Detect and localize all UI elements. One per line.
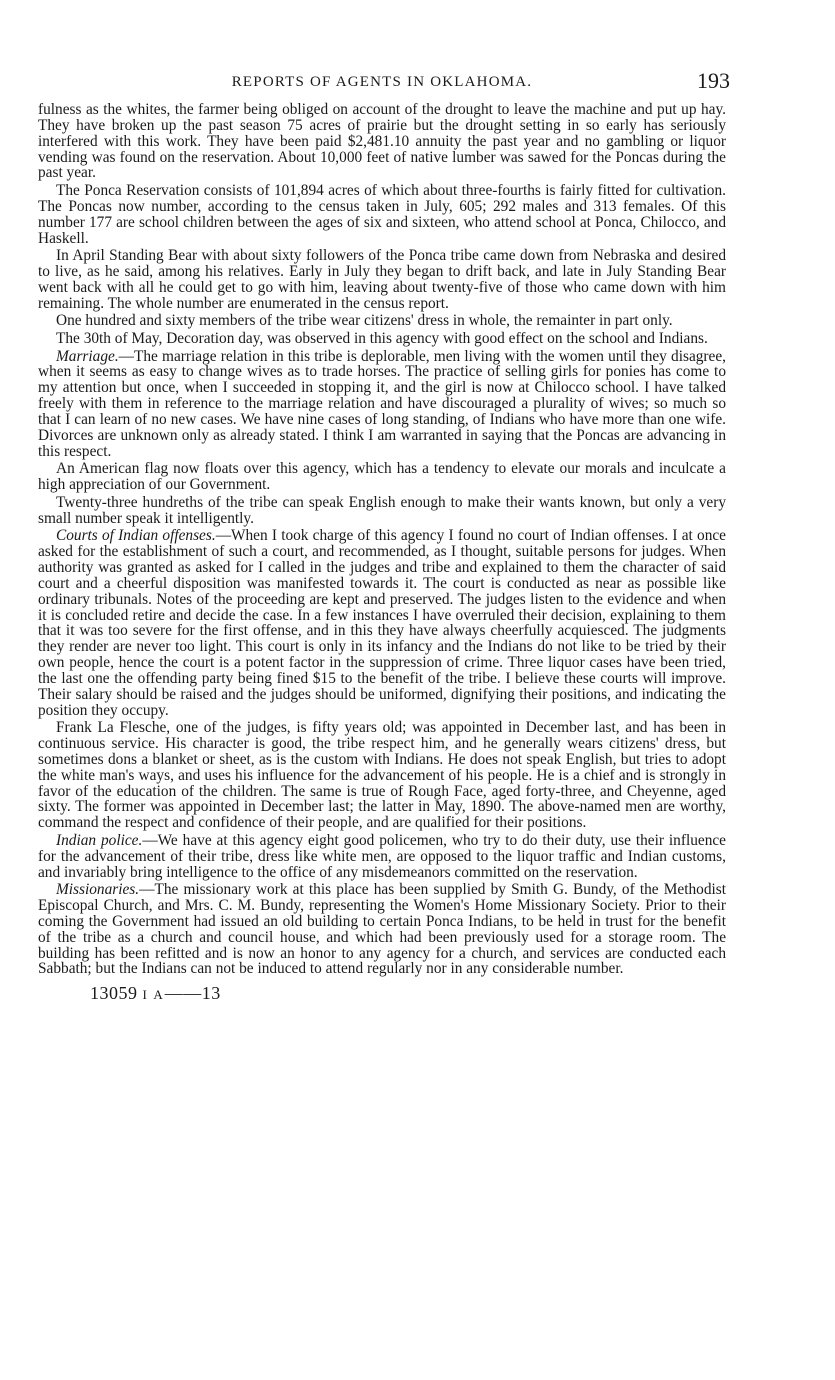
paragraph-citizens-dress: One hundred and sixty members of the tribe wear citizens' dress in whole, the remainter in part only. <box>56 312 673 330</box>
signature-mark <box>90 983 726 1004</box>
paragraph-standing-bear: In April Standing Bear with about sixty followers of the Ponca tribe came down from Nebraska and desired to live, as he said, among his relatives. Early in July they began to drift back, and late in July Standing Bear went back with all he could get to go with him, leaving about twenty-five of those who came down with him remaining. The whole number are enumerated in the census report. <box>38 247 726 312</box>
paragraph-judges: Frank La Flesche, one of the judges, is fifty years old; was appointed in December last, and has been in continuous service. His character is good, the tribe respect him, and he generally wears citizens' dress, but sometimes dons a blanket or sheet, as is the custom with Indians. He does not speak English, but tries to adopt the white man's ways, and uses his influence for the advancement of his people. He is a chief and is strongly in favor of the education of the children. The same is true of Rough Face, aged forty-three, and Cheyenne, aged sixty. The former was appointed in December last; the latter in May, 1890. The above-named men are worthy, command the respect and confidence of their people, and are qualified for their positions. <box>38 719 726 832</box>
paragraph-english: Twenty-three hundreths of the tribe can speak English enough to make their wants known, but only a very small number speak it intelligently. <box>38 493 726 527</box>
paragraph-decoration-day: The 30th of May, Decoration day, was observed in this agency with good effect on the school and Indians. <box>56 330 708 347</box>
page-number: 193 <box>697 68 730 93</box>
paragraph-police: Indian police.—We have at this agency eight good policemen, who try to do their duty, use their influence for the advancement of their tribe, dress like white men, are opposed to the liquor traffic and Indian customs, and invariably bring intelligence to the office of any misdemeanors committed on the reservation. <box>38 831 726 881</box>
section-heading-courts: Courts of Indian offenses. <box>56 527 216 545</box>
paragraph-courts: Courts of Indian offenses.—When I took charge of this agency I found no court of Indian offenses. I at once asked for the establishment of such a court, and recommended, as I thought, suitable persons for judges. When authority was granted as asked for I called in the judges and tribe and explained to them the character of said court and a cheerful disposition was manifested towards it. The court is conducted as near as possible like ordinary tribunals. Notes of the proceeding are kept and preserved. The judges listen to the evidence and when it is concluded retire and decide the case. In a few instances I have overruled their decision, explaining to them that it was too severe for the first offense, and in this they have always cheerfully acquiesced. The judgments they render are never too light. This court is only in its infancy and the Indians do not like to be tried by their own people, hence the court is a potent factor in the suppression of crime. Three liquor cases have been tried, the last one the offending party being fined $15 to the benefit of the tribe. I believe these courts will improve. Their salary should be raised and the judges should be uniformed, dignifying their positions, and indicating the position they occupy. <box>38 527 726 719</box>
paragraph-continuation: fulness as the whites, the farmer being obliged on account of the drought to leave the machine and put up hay. They have broken up the past season 75 acres of prairie but the drought setting in so early has seriously interfered with this work. They have been paid $2,481.10 annuity the past year and no gambling or liquor vending was found on the reservation. About 10,000 feet of native lumber was sawed for the Poncas during the past year. <box>38 101 726 182</box>
running-title: REPORTS OF AGENTS IN OKLAHOMA. <box>231 74 533 90</box>
paragraph-missionaries: Missionaries.—The missionary work at this place has been supplied by Smith G. Bundy, of the Methodist Episcopal Church, and Mrs. C. M. Bundy, representing the Women's Home Missionary Society. Prior to their coming the Government had issued an old building to certain Ponca Indians, to be held in trust for the benefit of the tribe as a church and council house, and which had been previously used for a storage room. The building has been refitted and is now an honor to any agency for a church, and services are conducted each Sabbath; but the Indians can not be induced to attend regularly nor in any considerable number. <box>38 881 726 978</box>
paragraph-marriage: Marriage.—The marriage relation in this tribe is deplorable, men living with the women until they disagree, when it seems as easy to change wives as to trade horses. The practice of selling girls for ponies has come to my attention but once, when I succeeded in stopping it, and the girl is now at Chilocco school. I have talked freely with them in reference to the marriage relation and have discouraged a plurality of wives; so much so that I can learn of no new cases. We have nine cases of long standing, of Indians who have more than one wife. Divorces are unknown only as already stated. I think I am warranted in saying that the Poncas are advancing in this respect. <box>38 347 726 460</box>
section-heading-marriage: Marriage. <box>56 347 119 365</box>
signature-tail: ——13 <box>164 983 221 1004</box>
signature-letters: I A <box>142 987 165 1003</box>
section-heading-police: Indian police. <box>56 831 143 849</box>
paragraph-reservation: The Ponca Reservation consists of 101,894 acres of which about three-fourths is fairly fitted for cultivation. The Poncas now number, according to the census taken in July, 605; 292 males and 313 females. Of this number 177 are school children between the ages of six and sixteen, who attend school at Ponca, Chilocco, and Haskell. <box>38 182 726 247</box>
section-heading-missionaries: Missionaries. <box>56 881 140 899</box>
page-header <box>38 62 730 102</box>
signature-number: 13059 <box>90 983 138 1004</box>
document-page <box>38 62 730 1004</box>
paragraph-american-flag: An American flag now floats over this agency, which has a tendency to elevate our morals and inculcate a high appreciation of our Government. <box>38 460 726 494</box>
body-text <box>38 102 726 977</box>
